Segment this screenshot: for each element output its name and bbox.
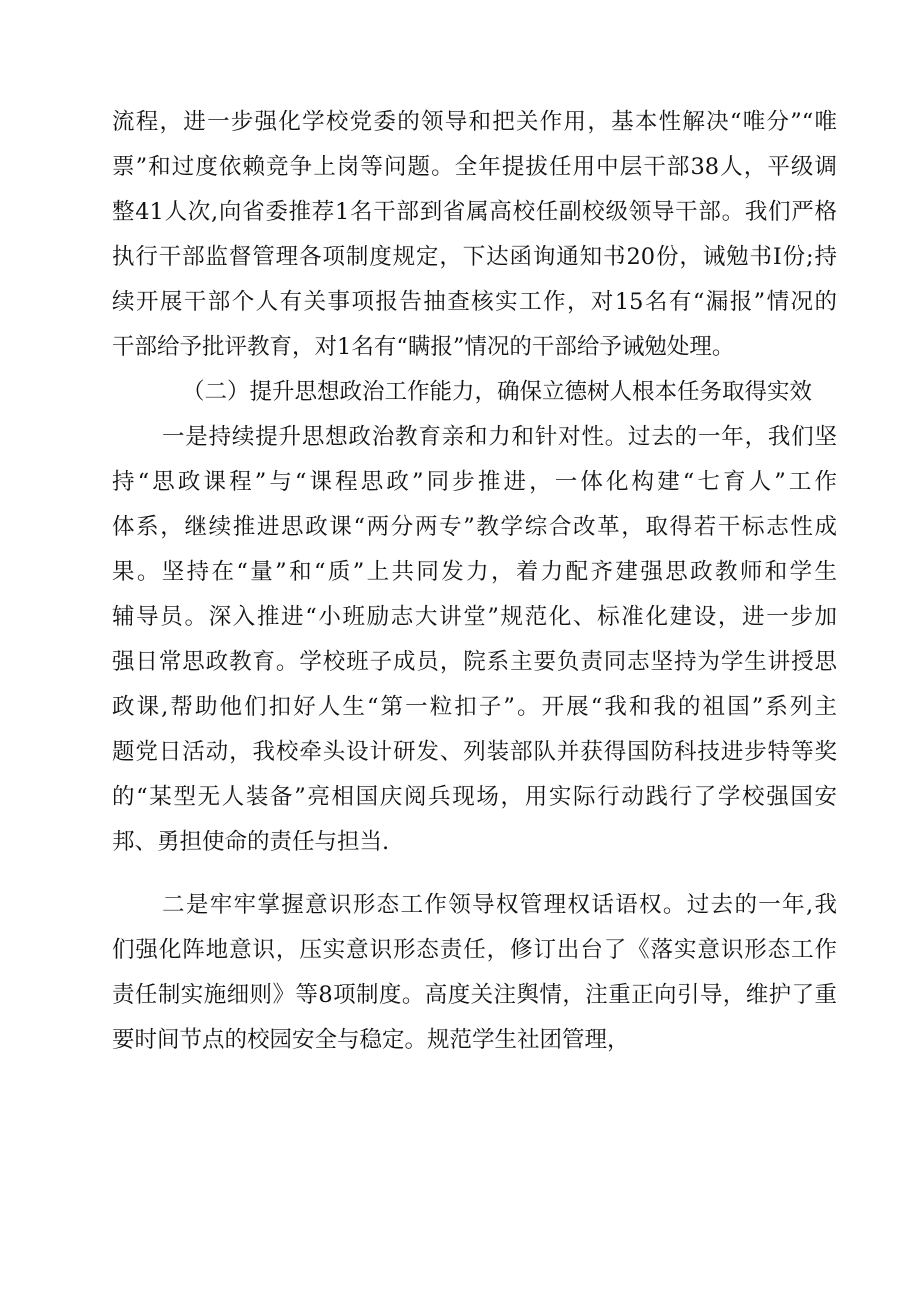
document-body [112, 100, 837, 1063]
text-line: 题党日活动，我校牵头设计研发、列装部队并获得国防科技进步特等奖 [112, 739, 837, 765]
text-line: 果。坚持在“量”和“质”上共同发力，着力配齐建强思政教师和学生 [112, 559, 837, 585]
text-line: 持“思政课程”与“课程思政”同步推进，一体化构建“七育人”工作 [112, 469, 837, 495]
text-line: 强日常思政教育。学校班子成员，院系主要负责同志坚持为学生讲授思 [112, 649, 837, 675]
paragraph-gap [112, 865, 837, 883]
text-line: 政课,帮助他们扣好人生“第一粒扣子”。开展“我和我的祖国”系列主 [112, 694, 837, 720]
text-line: 票”和过度依赖竞争上岗等问题。全年提拔任用中层干部38人，平级调 [112, 154, 837, 180]
section-heading: （二）提升思想政治工作能力，确保立德树人根本任务取得实效 [182, 379, 813, 405]
text-line: 续开展干部个人有关事项报告抽查核实工作，对15名有“漏报”情况的 [112, 289, 837, 315]
text-line: 体系，继续推进思政课“两分两专”教学综合改革，取得若干标志性成 [112, 514, 837, 540]
text-line: 整41人次,向省委推荐1名干部到省属高校任副校级领导干部。我们严格 [112, 199, 837, 225]
text-line: 责任制实施细则》等8项制度。高度关注舆情，注重正向引导，维护了重 [112, 982, 837, 1008]
text-line: 一是持续提升思想政治教育亲和力和针对性。过去的一年，我们坚 [162, 424, 837, 450]
text-line: 邦、勇担使命的责任与担当. [112, 829, 390, 855]
paragraph-ideology-work [112, 883, 837, 1063]
text-line: 要时间节点的校园安全与稳定。规范学生社团管理， [112, 1027, 630, 1053]
paragraph-cadre-management [112, 100, 837, 370]
text-line: 干部给予批评教育，对1名有“瞒报”情况的干部给予诫勉处理。 [112, 334, 735, 360]
text-line: 二是牢牢掌握意识形态工作领导权管理权话语权。过去的一年,我 [162, 892, 837, 918]
text-line: 辅导员。深入推进“小班励志大讲堂”规范化、标准化建设，进一步加 [112, 604, 837, 630]
paragraph-ideological-education [112, 415, 837, 865]
text-line: 流程，进一步强化学校党委的领导和把关作用，基本性解决“唯分”“唯 [112, 109, 837, 135]
text-line: 执行干部监督管理各项制度规定，下达函询通知书20份，诫勉书I份;持 [112, 244, 837, 270]
text-line: 们强化阵地意识，压实意识形态责任，修订出台了《落实意识形态工作 [112, 937, 837, 963]
text-line: 的“某型无人装备”亮相国庆阅兵现场，用实际行动践行了学校强国安 [112, 784, 837, 810]
